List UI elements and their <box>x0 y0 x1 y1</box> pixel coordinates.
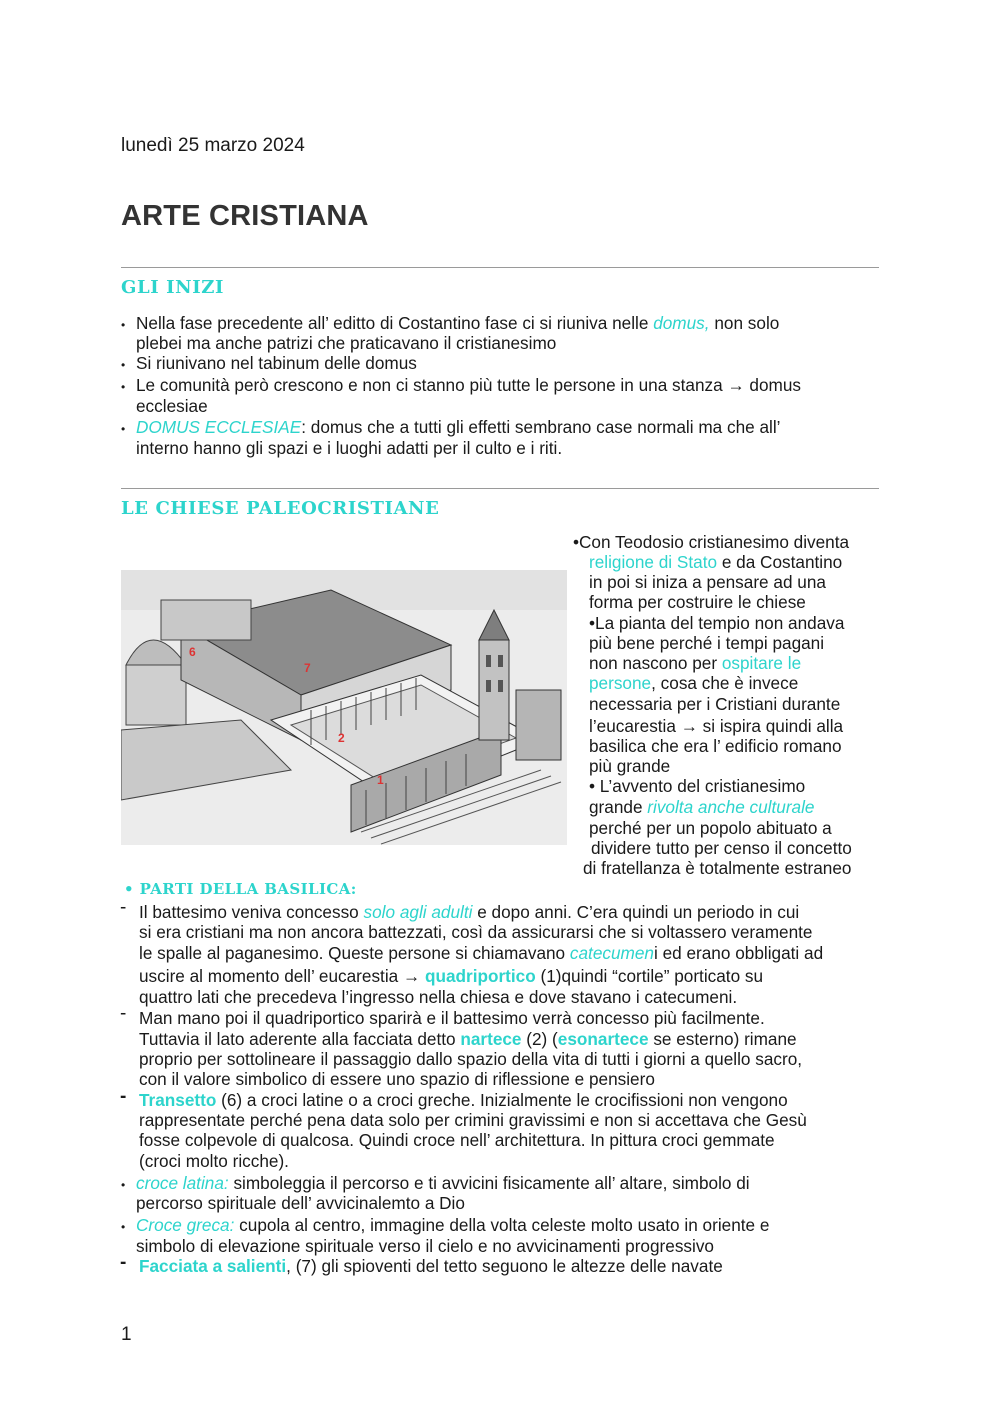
list-item-cont: percorso spirituale dell’ avvicinalemto a Dio <box>136 1193 465 1213</box>
list-item: Si riunivano nel tabinum delle domus <box>136 353 417 373</box>
side-line: grande rivolta anche culturale <box>589 797 815 817</box>
section-heading-gli-inizi: GLI INIZI <box>121 277 224 298</box>
side-line: • L’avvento del cristianesimo <box>589 776 806 796</box>
side-line: persone, cosa che è invece <box>589 673 799 693</box>
list-item-cont: Tuttavia il lato aderente alla facciata detto nartece (2) (esonartece se esterno) rimane <box>139 1029 797 1049</box>
date: lunedì 25 marzo 2024 <box>121 135 305 156</box>
list-item-cont: con il valore simbolico di essere uno spazio di riflessione e pensiero <box>139 1069 655 1089</box>
list-item-cont: (croci molto ricche). <box>139 1151 289 1171</box>
list-item-cont: interno hanno gli spazi e i luoghi adatti per il culto e i riti. <box>136 438 563 458</box>
page-title: ARTE CRISTIANA <box>121 200 369 232</box>
bullet: • <box>121 380 126 394</box>
list-item: Nella fase precedente all’ editto di Costantino fase ci si riuniva nelle domus, non solo <box>136 313 780 333</box>
side-line: dividere tutto per censo il concetto <box>591 838 852 858</box>
figure-label: 2 <box>338 731 345 745</box>
list-item-cont: uscire al momento dell’ eucarestia → quadriportico (1)quindi “cortile” porticato su <box>139 966 764 986</box>
basilica-illustration <box>121 570 567 845</box>
side-line: più grande <box>589 756 671 776</box>
list-item-cont: si era cristiani ma non ancora battezzati, così da assicurarsi che si voltassero veramente <box>139 922 813 942</box>
dash: - <box>120 1252 127 1273</box>
side-line: l’eucarestia → si ispira quindi alla <box>589 716 844 736</box>
side-line: •La pianta del tempio non andava <box>589 613 845 633</box>
side-line: più bene perché i tempi pagani <box>589 633 825 653</box>
divider <box>121 267 879 268</box>
bullet: • <box>121 422 126 436</box>
side-line: •Con Teodosio cristianesimo diventa <box>573 532 850 552</box>
side-line: religione di Stato e da Costantino <box>589 552 843 572</box>
figure-label: 6 <box>189 645 196 659</box>
page-number: 1 <box>121 1324 132 1345</box>
bullet: • <box>121 1178 126 1192</box>
list-item: Il battesimo veniva concesso solo agli adulti e dopo anni. C’era quindi un periodo in cui <box>139 902 800 922</box>
side-line: perché per un popolo abituato a <box>589 818 832 838</box>
side-line: necessaria per i Cristiani durante <box>589 694 841 714</box>
bullet: • <box>121 1220 126 1234</box>
bullet: • <box>121 358 126 372</box>
side-line: in poi si iniza a pensare ad una <box>589 572 826 592</box>
list-item-cont: fosse colpevole di qualcosa. Quindi croce nell’ architettura. In pittura croci gemmate <box>139 1130 775 1150</box>
list-item: Man mano poi il quadriportico sparirà e il battesimo verrà concesso più facilmente. <box>139 1008 765 1028</box>
list-item: Facciata a salienti, (7) gli spioventi del tetto seguono le altezze delle navate <box>139 1256 723 1276</box>
section-heading-chiese: LE CHIESE PALEOCRISTIANE <box>121 498 440 519</box>
list-item-cont: simbolo di elevazione spirituale verso il cielo e no avvicinamenti progressivo <box>136 1236 714 1256</box>
parts-heading: • PARTI DELLA BASILICA: <box>124 880 357 898</box>
dash: - <box>120 1086 127 1107</box>
list-item: croce latina: simboleggia il percorso e ti avvicini fisicamente all’ altare, simbolo di <box>136 1173 750 1193</box>
list-item-cont: ecclesiae <box>136 396 208 416</box>
list-item-cont: plebei ma anche patrizi che praticavano il cristianesimo <box>136 333 557 353</box>
basilica-drawing <box>121 570 567 845</box>
list-item: Croce greca: cupola al centro, immagine della volta celeste molto usato in oriente e <box>136 1215 770 1235</box>
side-line: forma per costruire le chiese <box>589 592 806 612</box>
dash: - <box>120 897 127 918</box>
bullet: • <box>121 318 126 332</box>
list-item: DOMUS ECCLESIAE: domus che a tutti gli effetti sembrano case normali ma che all’ <box>136 417 781 437</box>
list-item-cont: le spalle al paganesimo. Queste persone si chiamavano catecumeni ed erano obbligati ad <box>139 943 824 963</box>
divider <box>121 488 879 489</box>
list-item-cont: quattro lati che precedeva l’ingresso nella chiesa e dove stavano i catecumeni. <box>139 987 738 1007</box>
list-item: Transetto (6) a croci latine o a croci greche. Inizialmente le crocifissioni non vengono <box>139 1090 788 1110</box>
list-item: Le comunità però crescono e non ci stanno più tutte le persone in una stanza → domus <box>136 375 801 395</box>
list-item-cont: rappresentate perché pena data solo per crimini gravissimi e non si accettava che Gesù <box>139 1110 807 1130</box>
side-line: basilica che era l’ edificio romano <box>589 736 842 756</box>
figure-label: 7 <box>304 661 311 675</box>
list-item-cont: proprio per sottolineare il passaggio dallo spazio della vita di tutti i giorni a quello sacro, <box>139 1049 803 1069</box>
side-line: non nascono per ospitare le <box>589 653 802 673</box>
figure-label: 1 <box>377 773 384 787</box>
side-line: di fratellanza è totalmente estraneo <box>583 858 852 878</box>
dash: - <box>120 1003 127 1024</box>
